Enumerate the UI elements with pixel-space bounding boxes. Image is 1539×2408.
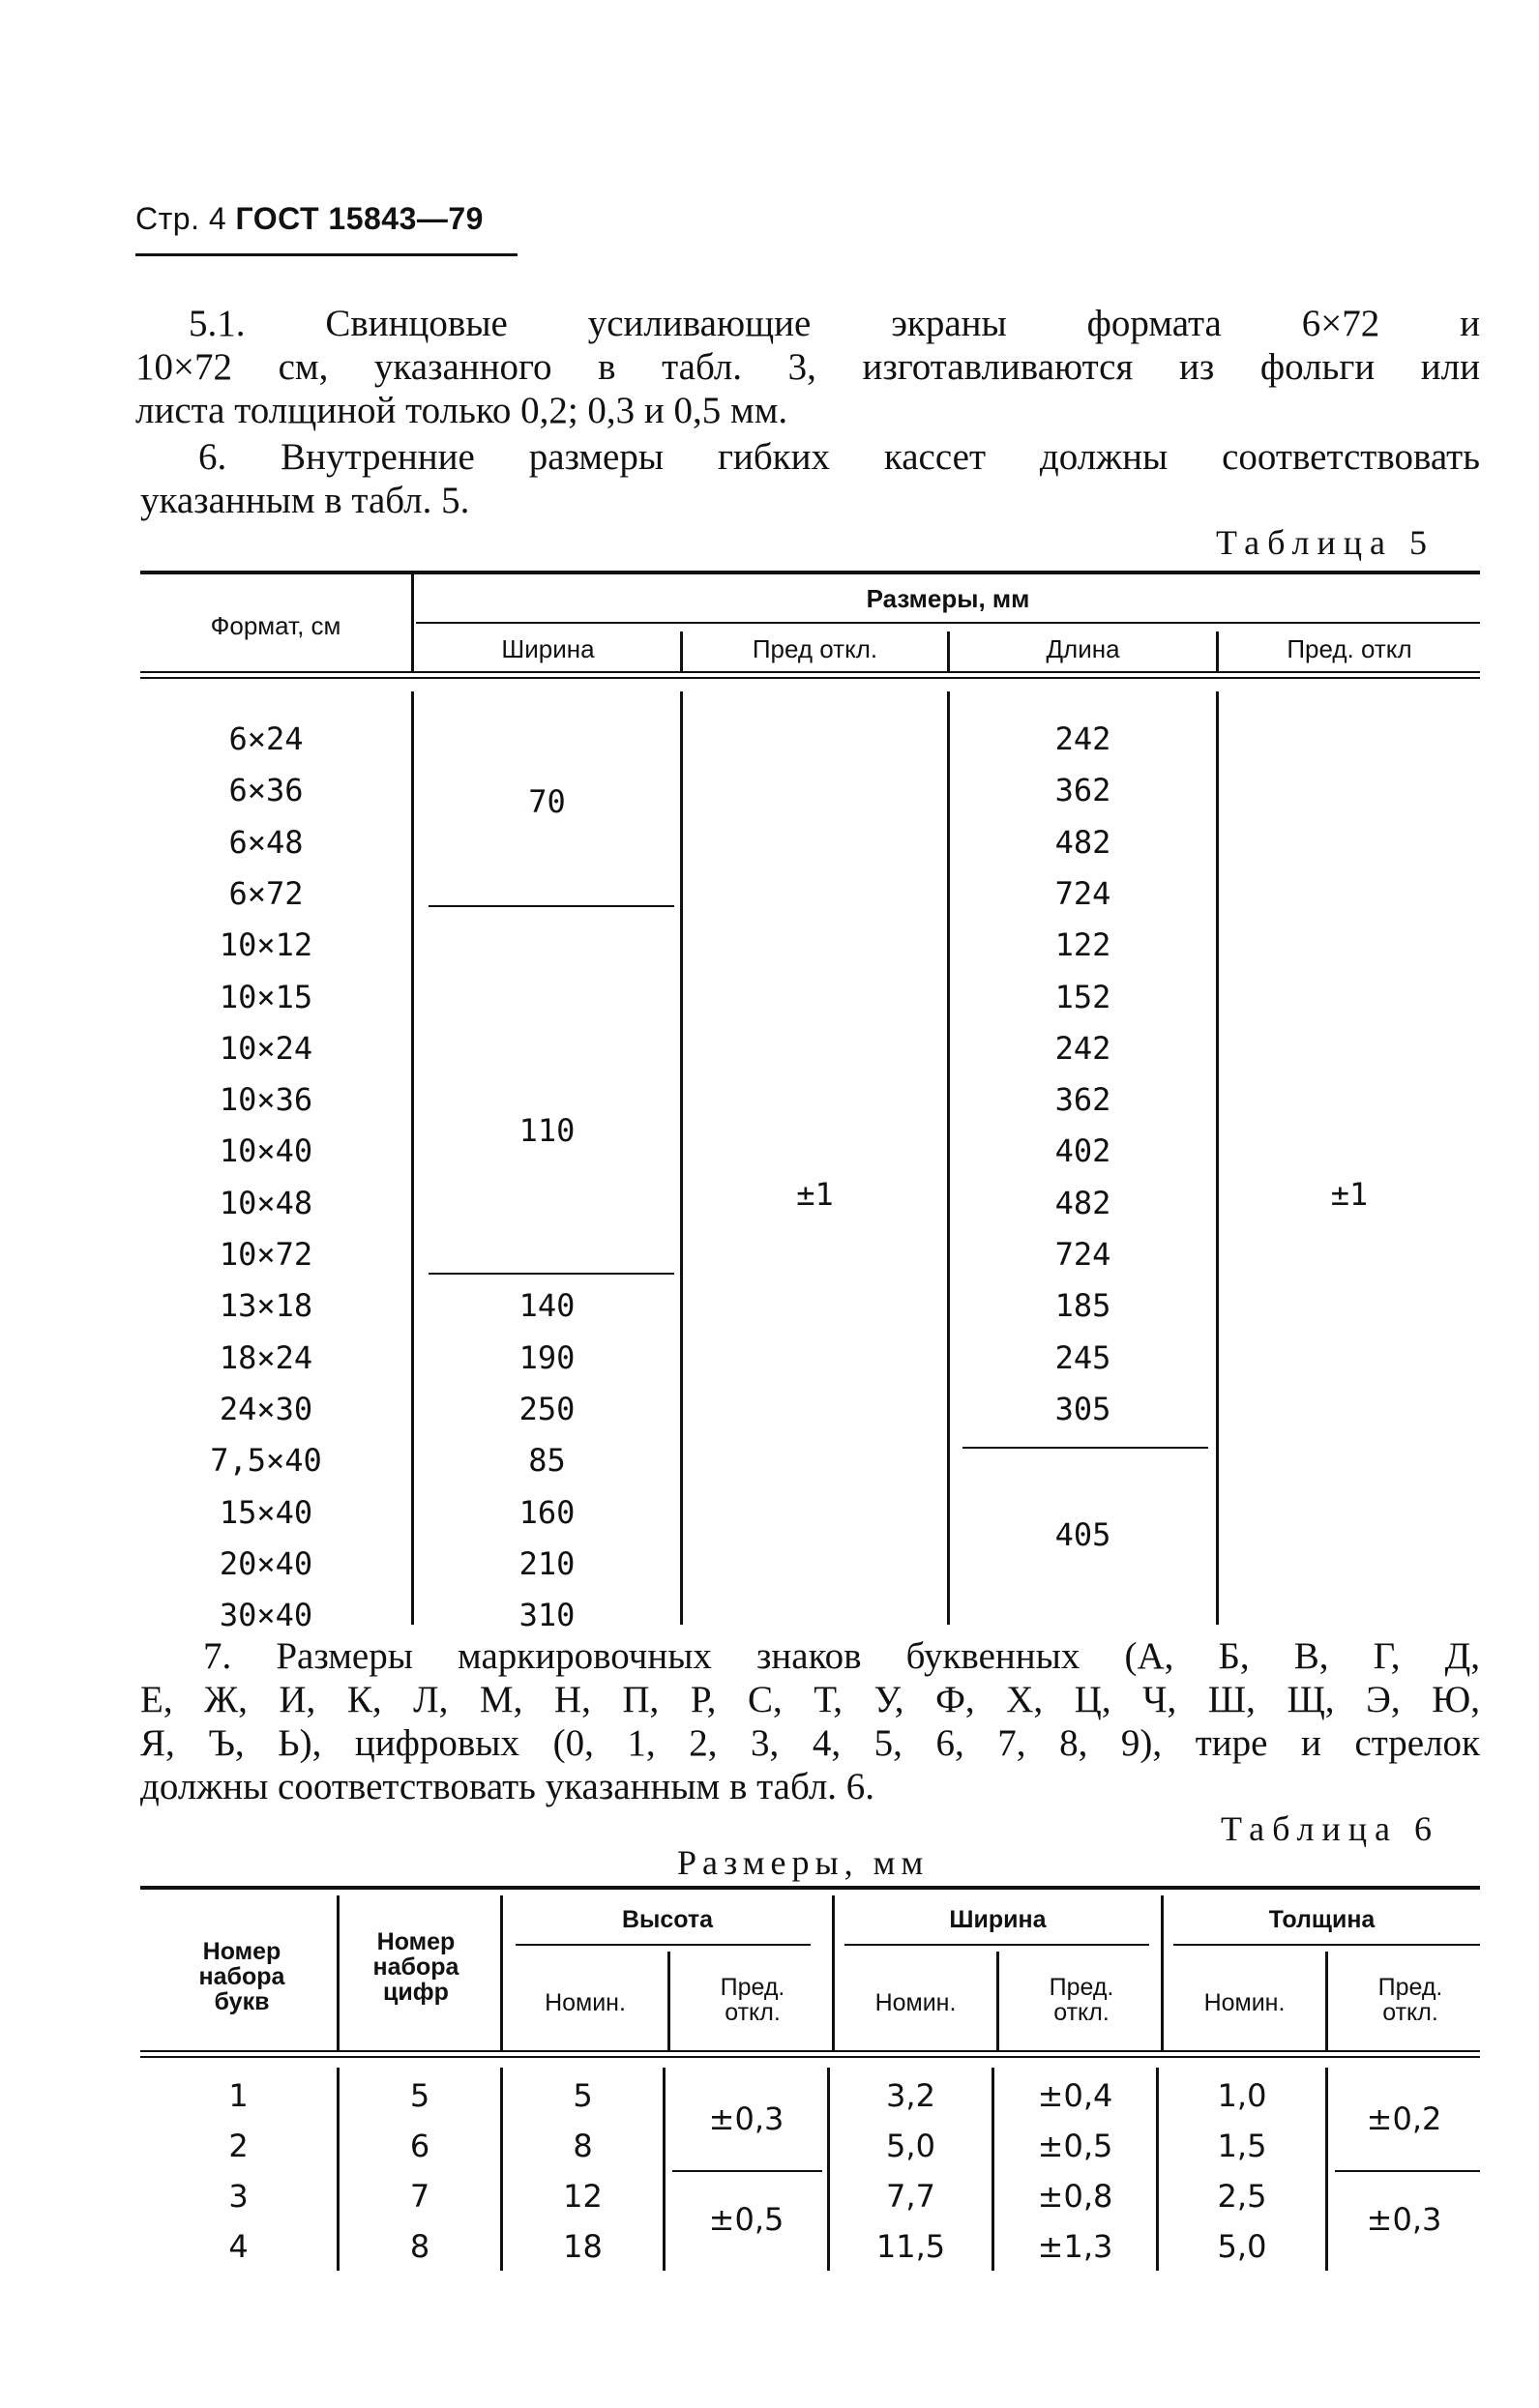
col-divider bbox=[996, 1952, 999, 2050]
length-cell: 482 bbox=[1054, 1184, 1111, 1221]
header-double-rule bbox=[140, 677, 1480, 679]
thickness-cell: 1,0 bbox=[1217, 2077, 1267, 2114]
col-divider bbox=[667, 1952, 670, 2050]
letters-set-cell: 4 bbox=[228, 2228, 249, 2265]
length-cell: 242 bbox=[1054, 720, 1111, 757]
format-cell: 10×24 bbox=[219, 1029, 313, 1067]
width-cell: 210 bbox=[518, 1544, 576, 1582]
length-cell: 362 bbox=[1054, 772, 1111, 809]
height-cell: 12 bbox=[563, 2178, 603, 2215]
group-rule bbox=[672, 2170, 822, 2172]
width-cell: 7,7 bbox=[886, 2178, 935, 2215]
paragraph-line: 5.1. Свинцовые усиливающие экраны формата 6×72 и bbox=[189, 303, 1480, 344]
col-divider bbox=[1325, 1952, 1328, 2050]
sub-header-rule bbox=[516, 1944, 811, 1946]
format-cell: 10×48 bbox=[219, 1184, 313, 1221]
format-cell: 13×18 bbox=[219, 1287, 313, 1325]
paragraph-5-1 bbox=[135, 302, 1480, 432]
group-rule bbox=[962, 1447, 1208, 1449]
digits-set-cell: 7 bbox=[409, 2178, 430, 2215]
width-group-110: 110 bbox=[518, 1112, 576, 1149]
format-cell: 24×30 bbox=[219, 1390, 313, 1427]
paragraph-line: 10×72 см, указанного в табл. 3, изготавливаются из фольги или bbox=[135, 346, 1480, 388]
format-cell: 6×72 bbox=[228, 874, 304, 912]
header-rule bbox=[135, 253, 518, 256]
table-top-rule bbox=[140, 1886, 1480, 1890]
format-cell: 10×12 bbox=[219, 926, 313, 964]
col-header-width-tol: Пред. откл. bbox=[1049, 1974, 1114, 2026]
group-rule bbox=[429, 905, 674, 907]
table5-caption: Таблица 5 bbox=[1216, 523, 1435, 562]
sub-header-rule bbox=[1173, 1944, 1480, 1946]
format-cell: 10×15 bbox=[219, 978, 313, 1015]
format-cell: 30×40 bbox=[219, 1597, 313, 1634]
length-cell: 362 bbox=[1054, 1081, 1111, 1119]
format-cell: 10×40 bbox=[219, 1132, 313, 1170]
thickness-cell: 1,5 bbox=[1217, 2128, 1267, 2164]
width-cell: 3,2 bbox=[886, 2077, 935, 2114]
paragraph-line: листа толщиной только 0,2; 0,3 и 0,5 мм. bbox=[135, 390, 788, 431]
width-tolerance: ±1 bbox=[796, 1176, 834, 1213]
length-cell: 185 bbox=[1054, 1287, 1111, 1325]
width-tol-cell: ±0,5 bbox=[1037, 2128, 1113, 2164]
length-last: 405 bbox=[1054, 1516, 1111, 1553]
col-header-width: Ширина bbox=[501, 634, 595, 663]
width-cell: 5,0 bbox=[886, 2128, 935, 2164]
length-cell: 245 bbox=[1054, 1338, 1111, 1376]
letters-set-cell: 1 bbox=[228, 2077, 249, 2114]
thickness-cell: 5,0 bbox=[1217, 2228, 1267, 2265]
length-cell: 724 bbox=[1054, 874, 1111, 912]
format-cell: 10×72 bbox=[219, 1236, 313, 1273]
thickness-cell: 2,5 bbox=[1217, 2178, 1267, 2215]
col-header-width: Ширина bbox=[949, 1906, 1047, 1933]
paragraph-line: 7. Размеры маркировочных знаков буквенных (А, Б, В, Г, Д, bbox=[203, 1635, 1480, 1677]
height-tol-group-2: ±0,5 bbox=[708, 2201, 784, 2238]
width-cell: 160 bbox=[518, 1493, 576, 1531]
length-tolerance: ±1 bbox=[1330, 1176, 1369, 1213]
thick-tol-group-2: ±0,3 bbox=[1366, 2201, 1442, 2238]
width-cell: 140 bbox=[518, 1287, 576, 1325]
digits-set-cell: 6 bbox=[409, 2128, 430, 2164]
table6-caption: Таблица 6 bbox=[1221, 1809, 1439, 1848]
paragraph-line: должны соответствовать указанным в табл. 6. bbox=[140, 1766, 875, 1807]
width-cell: 11,5 bbox=[875, 2228, 946, 2265]
col-header-height-nom: Номин. bbox=[545, 1989, 626, 2016]
format-cell: 6×24 bbox=[228, 720, 304, 757]
width-tol-cell: ±1,3 bbox=[1037, 2228, 1113, 2265]
col-header-sizes: Размеры, мм bbox=[866, 584, 1030, 613]
length-cell: 402 bbox=[1054, 1132, 1111, 1170]
width-cell: 190 bbox=[518, 1338, 576, 1376]
col-divider bbox=[1216, 691, 1219, 1625]
paragraph-line: Е, Ж, И, К, Л, М, Н, П, Р, С, Т, У, Ф, Х, Ц, Ч, Ш, Щ, Э, Ю, bbox=[140, 1679, 1480, 1720]
col-header-format: Формат, см bbox=[210, 611, 341, 640]
col-header-digits-set: Номер набора цифр bbox=[372, 1928, 459, 2006]
sizes-subheader-rule bbox=[416, 622, 1480, 624]
paragraph-7 bbox=[140, 1634, 1480, 1808]
thick-tol-group-1: ±0,2 bbox=[1366, 2100, 1442, 2137]
table-6 bbox=[140, 1886, 1480, 2273]
paragraph-line: указанным в табл. 5. bbox=[140, 480, 470, 521]
paragraph-line: Я, Ъ, Ь), цифровых (0, 1, 2, 3, 4, 5, 6, 7, 8, 9), тире и стрелок bbox=[140, 1722, 1480, 1764]
width-cell: 250 bbox=[518, 1390, 576, 1427]
col-header-letters-set: Номер набора букв bbox=[198, 1938, 285, 2015]
col-divider bbox=[411, 571, 414, 671]
header-double-rule bbox=[140, 671, 1480, 673]
format-cell: 6×48 bbox=[228, 823, 304, 861]
height-cell: 5 bbox=[573, 2077, 593, 2114]
length-cell: 122 bbox=[1054, 926, 1111, 964]
digits-set-cell: 5 bbox=[409, 2077, 430, 2114]
sub-header-rule bbox=[844, 1944, 1149, 1946]
paragraph-6 bbox=[135, 435, 1480, 522]
length-cell: 724 bbox=[1054, 1236, 1111, 1273]
width-tol-cell: ±0,8 bbox=[1037, 2178, 1113, 2215]
format-cell: 15×40 bbox=[219, 1493, 313, 1531]
col-header-length-tol: Пред. откл bbox=[1287, 634, 1412, 663]
digits-set-cell: 8 bbox=[409, 2228, 430, 2265]
width-group-70: 70 bbox=[528, 783, 566, 820]
doc-code: ГОСТ 15843—79 bbox=[235, 201, 484, 236]
letters-set-cell: 3 bbox=[228, 2178, 249, 2215]
format-cell: 18×24 bbox=[219, 1338, 313, 1376]
length-cell: 242 bbox=[1054, 1029, 1111, 1067]
group-rule bbox=[429, 1273, 674, 1275]
col-header-width-tol: Пред откл. bbox=[752, 634, 878, 663]
col-header-length: Длина bbox=[1046, 634, 1120, 663]
table6-subcaption: Размеры, мм bbox=[677, 1843, 930, 1882]
format-cell: 10×36 bbox=[219, 1081, 313, 1119]
table-top-rule bbox=[140, 571, 1480, 574]
length-cell: 152 bbox=[1054, 978, 1111, 1015]
header-double-rule bbox=[140, 2050, 1480, 2052]
format-cell: 20×40 bbox=[219, 1544, 313, 1582]
col-header-width-nom: Номин. bbox=[874, 1989, 957, 2016]
col-divider bbox=[1325, 2068, 1328, 2271]
page-header bbox=[135, 201, 484, 237]
format-cell: 7,5×40 bbox=[210, 1442, 322, 1480]
paragraph-line: 6. Внутренние размеры гибких кассет должны соответствовать bbox=[198, 436, 1480, 478]
table-5 bbox=[140, 571, 1480, 1634]
length-cell: 305 bbox=[1054, 1390, 1111, 1427]
col-header-thick-tol: Пред. откл. bbox=[1377, 1974, 1443, 2026]
col-divider bbox=[680, 691, 683, 1625]
height-tol-group-1: ±0,3 bbox=[708, 2100, 784, 2137]
col-divider bbox=[663, 2068, 666, 2271]
height-cell: 8 bbox=[573, 2128, 593, 2164]
header-double-rule bbox=[140, 2056, 1480, 2058]
col-header-height: Высота bbox=[621, 1906, 714, 1933]
letters-set-cell: 2 bbox=[228, 2128, 249, 2164]
col-header-thickness: Толщина bbox=[1268, 1906, 1376, 1933]
page-label: Стр. 4 bbox=[135, 201, 227, 236]
format-cell: 6×36 bbox=[228, 772, 304, 809]
width-tol-cell: ±0,4 bbox=[1037, 2077, 1113, 2114]
group-rule bbox=[1335, 2170, 1480, 2172]
col-header-thick-nom: Номин. bbox=[1203, 1989, 1286, 2016]
width-cell: 310 bbox=[518, 1597, 576, 1634]
col-divider bbox=[411, 691, 414, 1625]
col-header-height-tol: Пред. откл. bbox=[720, 1974, 785, 2026]
col-divider bbox=[337, 1895, 340, 2050]
height-cell: 18 bbox=[563, 2228, 603, 2265]
length-cell: 482 bbox=[1054, 823, 1111, 861]
width-cell: 85 bbox=[528, 1442, 566, 1480]
